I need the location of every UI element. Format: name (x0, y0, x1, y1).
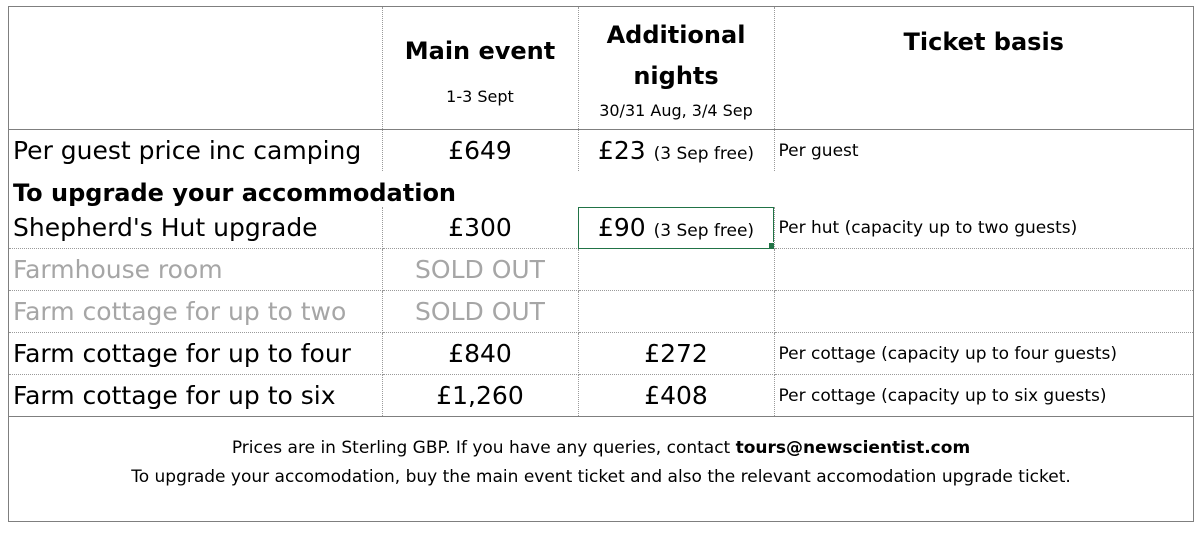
main-event-price[interactable]: SOLD OUT (382, 291, 578, 333)
row-label[interactable]: Farm cottage for up to four (9, 333, 382, 375)
footer-line-2: To upgrade your accomodation, buy the main event ticket and also the relevant accomodation upgrade ticket. (131, 467, 1071, 487)
table-row (9, 375, 1193, 417)
price-table-sheet (8, 6, 1194, 522)
ticket-basis[interactable] (774, 249, 1193, 291)
table-row (9, 207, 1193, 249)
additional-nights-price[interactable] (578, 249, 774, 291)
footer-prices-text: Prices are in Sterling GBP. If you have any queries, contact (231, 438, 736, 458)
additional-nights-dates: 30/31 Aug, 3/4 Sep (599, 100, 753, 120)
additional-nights-title-line2: nights (633, 61, 719, 90)
header-row (9, 7, 1193, 130)
additional-nights-title-line1: Additional (606, 20, 746, 49)
additional-nights-price-cell[interactable] (578, 130, 774, 172)
table-row (9, 130, 1193, 172)
header-additional-nights-cell[interactable] (578, 7, 774, 130)
row-label[interactable]: Farmhouse room (9, 249, 382, 291)
main-event-price[interactable]: £649 (382, 130, 578, 172)
row-label[interactable]: Farm cottage for up to two (9, 291, 382, 333)
main-event-price[interactable]: £1,260 (382, 375, 578, 417)
additional-nights-note: (3 Sep free) (653, 144, 755, 164)
additional-nights-price: £90 (597, 213, 646, 242)
price-table (9, 7, 1193, 417)
ticket-basis[interactable]: Per hut (capacity up to two guests) (774, 207, 1193, 249)
header-empty-cell[interactable] (9, 7, 382, 130)
fill-handle[interactable] (768, 242, 775, 249)
ticket-basis[interactable] (774, 291, 1193, 333)
footer-notes (9, 434, 1193, 492)
additional-nights-price: £23 (597, 136, 646, 165)
ticket-basis[interactable]: Per cottage (capacity up to six guests) (774, 375, 1193, 417)
row-label[interactable]: Farm cottage for up to six (9, 375, 382, 417)
header-main-event-cell[interactable] (382, 7, 578, 130)
row-label[interactable]: Shepherd's Hut upgrade (9, 207, 382, 249)
contact-email[interactable]: tours@newscientist.com (735, 438, 971, 458)
additional-nights-price-cell-selected[interactable] (578, 207, 774, 249)
ticket-basis-title: Ticket basis (903, 28, 1064, 56)
table-row (9, 333, 1193, 375)
main-event-dates: 1-3 Sept (446, 86, 514, 106)
footer-line-1 (9, 434, 1193, 463)
ticket-basis[interactable]: Per cottage (capacity up to four guests) (774, 333, 1193, 375)
section-title[interactable]: To upgrade your accommodation (13, 179, 457, 207)
main-event-title: Main event (404, 36, 556, 65)
row-label[interactable]: Per guest price inc camping (9, 130, 382, 172)
main-event-price[interactable]: £840 (382, 333, 578, 375)
table-row (9, 291, 1193, 333)
header-ticket-basis-cell[interactable] (774, 7, 1193, 130)
main-event-price[interactable]: SOLD OUT (382, 249, 578, 291)
additional-nights-note: (3 Sep free) (653, 221, 755, 241)
ticket-basis[interactable]: Per guest (778, 140, 859, 161)
main-event-price[interactable]: £300 (382, 207, 578, 249)
table-row (9, 249, 1193, 291)
section-row (9, 171, 1193, 207)
additional-nights-price[interactable]: £272 (578, 333, 774, 375)
additional-nights-price[interactable] (578, 291, 774, 333)
additional-nights-price[interactable]: £408 (578, 375, 774, 417)
